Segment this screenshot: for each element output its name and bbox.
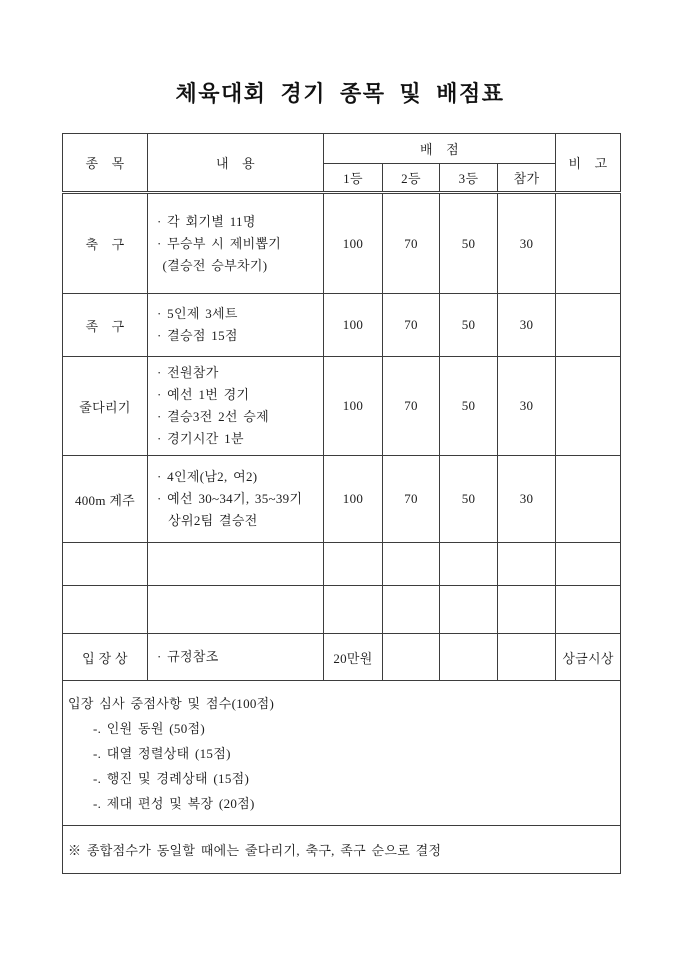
score-cell: 70 — [383, 294, 440, 357]
content-line: · 예선 30~34기, 35~39기 — [157, 491, 303, 506]
content-line: · 규정참조 — [157, 649, 219, 664]
event-cell — [63, 586, 148, 634]
content-line: 상위2팀 결승전 — [157, 513, 258, 528]
page-title: 체육대회 경기 종목 및 배점표 — [175, 81, 505, 106]
remark-cell — [556, 543, 621, 586]
score-cell: 20만원 — [324, 634, 383, 681]
table-row-empty — [63, 543, 621, 586]
content-line: · 결승3전 2선 승제 — [157, 409, 270, 424]
header-content: 내 용 — [148, 134, 324, 193]
content-line: (결승전 승부차기) — [157, 257, 268, 273]
score-cell: 100 — [324, 193, 383, 294]
table-row-judging-notes — [63, 681, 621, 826]
score-cell — [440, 543, 498, 586]
score-cell — [324, 543, 383, 586]
score-cell: 50 — [440, 357, 498, 456]
judging-notes-box — [63, 681, 621, 826]
score-cell: 30 — [498, 357, 556, 456]
content-line: · 예선 1번 경기 — [157, 387, 250, 402]
content-cell — [148, 456, 324, 543]
event-cell: 입 장 상 — [63, 634, 148, 681]
score-cell: 30 — [498, 294, 556, 357]
score-cell: 100 — [324, 294, 383, 357]
header-participation: 참가 — [498, 164, 556, 193]
event-cell — [63, 543, 148, 586]
content-line: · 전원참가 — [157, 365, 219, 380]
content-line: · 각 회기별 11명 — [157, 213, 256, 229]
tiebreaker-note: ※ 종합점수가 동일할 때에는 줄다리기, 축구, 족구 순으로 결정 — [68, 843, 442, 858]
judging-note-item: -. 행진 및 경례상태 (15점) — [93, 770, 250, 786]
score-table — [62, 133, 621, 874]
header-rank-2: 2등 — [383, 164, 440, 193]
table-row-entrance-award — [63, 634, 621, 681]
remark-cell — [556, 357, 621, 456]
remark-cell: 상금시상 — [556, 634, 621, 681]
content-cell — [148, 543, 324, 586]
score-cell — [383, 586, 440, 634]
score-cell: 50 — [440, 456, 498, 543]
content-cell — [148, 193, 324, 294]
content-cell — [148, 357, 324, 456]
event-cell: 줄다리기 — [63, 357, 148, 456]
header-score: 배 점 — [324, 134, 556, 164]
event-cell: 축 구 — [63, 193, 148, 294]
table-row-empty — [63, 586, 621, 634]
event-cell: 족 구 — [63, 294, 148, 357]
score-cell: 70 — [383, 193, 440, 294]
score-cell: 100 — [324, 456, 383, 543]
score-cell — [498, 543, 556, 586]
table-row-relay — [63, 456, 621, 543]
content-line: · 결승점 15점 — [157, 328, 238, 343]
judging-note-item: -. 대열 정렬상태 (15점) — [93, 745, 231, 761]
score-cell — [324, 586, 383, 634]
header-row-top — [63, 134, 621, 164]
judging-notes-title: 입장 심사 중점사항 및 점수(100점) — [68, 695, 275, 711]
content-line: · 4인제(남2, 여2) — [157, 469, 258, 484]
score-cell — [440, 586, 498, 634]
content-line: · 경기시간 1분 — [157, 431, 244, 446]
header-rank-3: 3등 — [440, 164, 498, 193]
table-row-soccer — [63, 193, 621, 294]
judging-note-item: -. 제대 편성 및 복장 (20점) — [93, 795, 255, 811]
content-cell — [148, 586, 324, 634]
table-row-foot-volleyball — [63, 294, 621, 357]
header-event: 종 목 — [63, 134, 148, 193]
score-cell — [383, 634, 440, 681]
score-cell: 50 — [440, 294, 498, 357]
table-row-tiebreaker — [63, 826, 621, 874]
tiebreaker-note-cell — [63, 826, 621, 874]
remark-cell — [556, 193, 621, 294]
table-row-tug-of-war — [63, 357, 621, 456]
event-cell: 400m 계주 — [63, 456, 148, 543]
content-cell — [148, 634, 324, 681]
judging-note-item: -. 인원 동원 (50점) — [93, 720, 205, 736]
score-cell — [498, 586, 556, 634]
remark-cell — [556, 456, 621, 543]
header-rank-1: 1등 — [324, 164, 383, 193]
remark-cell — [556, 294, 621, 357]
score-cell: 30 — [498, 456, 556, 543]
score-cell: 70 — [383, 357, 440, 456]
content-cell — [148, 294, 324, 357]
header-remarks: 비 고 — [556, 134, 621, 193]
score-cell: 30 — [498, 193, 556, 294]
score-cell: 50 — [440, 193, 498, 294]
score-cell — [440, 634, 498, 681]
content-line: · 무승부 시 제비뽑기 — [157, 235, 282, 251]
remark-cell — [556, 586, 621, 634]
content-line: · 5인제 3세트 — [157, 306, 238, 321]
score-cell — [383, 543, 440, 586]
score-cell: 100 — [324, 357, 383, 456]
score-cell — [498, 634, 556, 681]
score-cell: 70 — [383, 456, 440, 543]
